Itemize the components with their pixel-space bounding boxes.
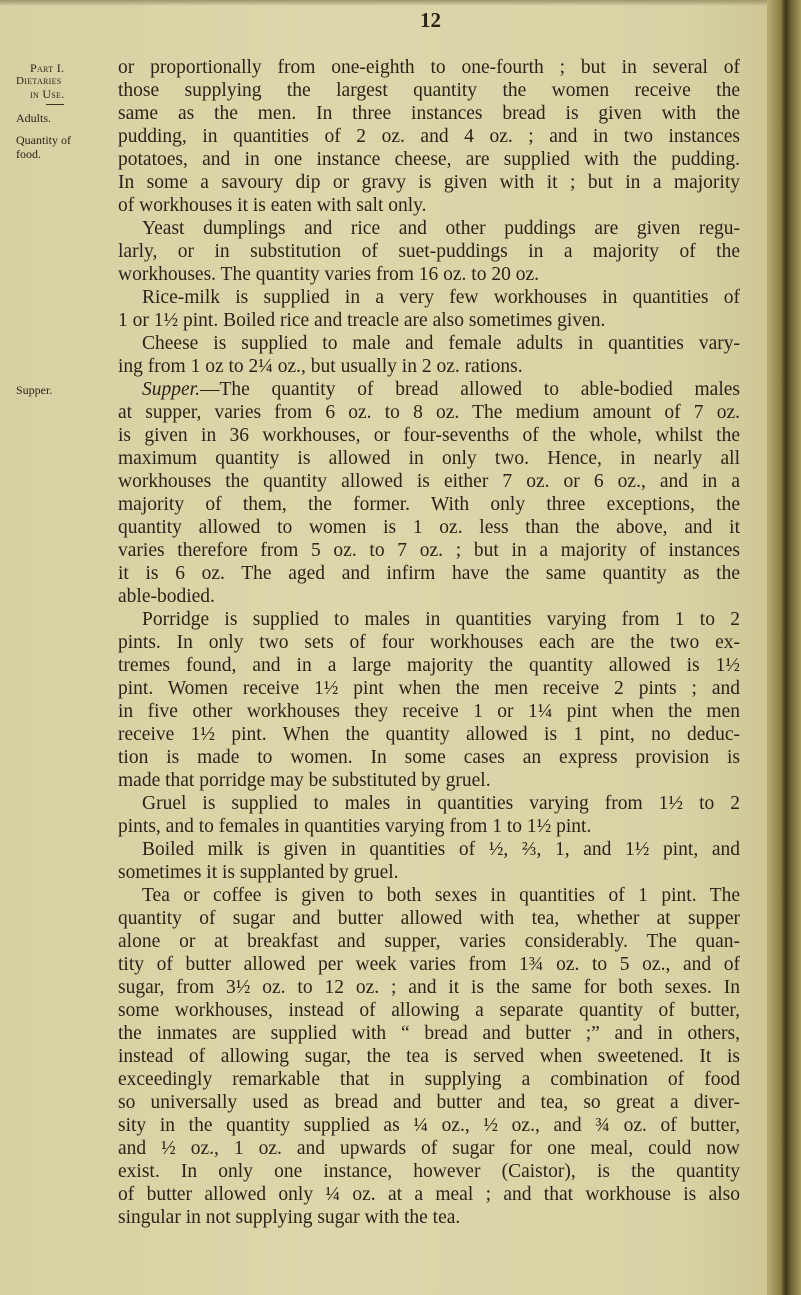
text-line <box>118 677 740 700</box>
text-line <box>118 907 740 930</box>
text-line <box>118 79 740 102</box>
margin-note-in-use: in Use. <box>30 87 65 101</box>
text-line-content: varies therefore from 5 oz. to 7 oz. ; but in a majority of instances <box>118 540 740 561</box>
text-line <box>118 654 740 677</box>
text-line <box>118 792 740 815</box>
text-line <box>118 516 740 539</box>
text-line-content: potatoes, and in one instance cheese, are supplied with the pudding. <box>118 149 740 170</box>
text-line <box>118 1068 740 1091</box>
text-line <box>118 148 740 171</box>
text-line-content: larly, or in substitution of suet-puddings in a majority of the <box>118 241 740 262</box>
text-line-content: Porridge is supplied to males in quantities varying from 1 to 2 <box>142 609 740 630</box>
text-line <box>118 861 740 884</box>
text-line-content: alone or at breakfast and supper, varies considerably. The quan- <box>118 931 740 952</box>
text-line-content: sity in the quantity supplied as ¼ oz., ½ oz., and ¾ oz. of butter, <box>118 1115 740 1136</box>
text-line <box>118 424 740 447</box>
text-line-content: tion is made to women. In some cases an express provision is <box>118 747 740 768</box>
text-line-content: of butter allowed only ¼ oz. at a meal ; and that workhouse is also <box>118 1184 740 1205</box>
text-line <box>118 378 740 401</box>
text-line <box>118 470 740 493</box>
text-line-content: is given in 36 workhouses, or four-sevenths of the whole, whilst the <box>118 425 740 446</box>
text-line <box>118 953 740 976</box>
text-line <box>118 585 740 608</box>
text-line-content: pints, and to females in quantities varying from 1 to 1½ pint. <box>118 816 592 837</box>
body-text <box>118 56 740 1229</box>
text-line-content: sugar, from 3½ oz. to 12 oz. ; and it is the same for both sexes. In <box>118 977 740 998</box>
text-line <box>118 309 740 332</box>
text-line-content: 1 or 1½ pint. Boiled rice and treacle are also sometimes given. <box>118 310 606 331</box>
text-line <box>118 1160 740 1183</box>
text-line-content: Gruel is supplied to males in quantities varying from 1½ to 2 <box>142 793 740 814</box>
text-line-content: those supplying the largest quantity the women receive the <box>118 80 740 101</box>
text-line <box>118 1137 740 1160</box>
text-line-content: exist. In only one instance, however (Caistor), is the quantity <box>118 1161 740 1182</box>
text-line-content: quantity of sugar and butter allowed with tea, whether at supper <box>118 908 740 929</box>
margin-note-part: Part I. <box>30 61 65 75</box>
text-line <box>118 608 740 631</box>
text-line <box>118 401 740 424</box>
text-line <box>118 884 740 907</box>
text-line-content: Cheese is supplied to male and female adults in quantities vary- <box>142 333 740 354</box>
text-line-content: some workhouses, instead of allowing a separate quantity of butter, <box>118 1000 740 1021</box>
text-line <box>118 838 740 861</box>
text-line <box>118 930 740 953</box>
margin-note-quantity-of: Quantity of <box>16 133 71 147</box>
text-line <box>118 1091 740 1114</box>
text-line-content: majority of them, the former. With only three exceptions, the <box>118 494 740 515</box>
text-line-content: made that porridge may be substituted by gruel. <box>118 770 491 791</box>
text-line-content: quantity allowed to women is 1 oz. less than the above, and it <box>118 517 740 538</box>
text-line-content: the inmates are supplied with “ bread and butter ;” and in others, <box>118 1023 740 1044</box>
text-line <box>118 447 740 470</box>
text-line-content: exceedingly remarkable that in supplying a combination of food <box>118 1069 740 1090</box>
page-top-shadow <box>0 0 801 6</box>
text-line-content: Tea or coffee is given to both sexes in quantities of 1 pint. The <box>142 885 740 906</box>
text-line <box>118 171 740 194</box>
text-line <box>118 493 740 516</box>
text-line-content: and ½ oz., 1 oz. and upwards of sugar for one meal, could now <box>118 1138 740 1159</box>
text-line-content: —The quantity of bread allowed to able-bodied males <box>199 379 740 400</box>
text-line <box>118 700 740 723</box>
text-line <box>118 1183 740 1206</box>
text-line-content: Yeast dumplings and rice and other puddings are given regu- <box>142 218 740 239</box>
text-line <box>118 217 740 240</box>
text-line-content: singular in not supplying sugar with the tea. <box>118 1207 461 1228</box>
text-line-content: able-bodied. <box>118 586 215 607</box>
margin-divider <box>46 104 64 105</box>
text-line <box>118 562 740 585</box>
margin-note-adults: Adults. <box>16 111 52 125</box>
text-line-content: of workhouses it is eaten with salt only. <box>118 195 427 216</box>
text-line <box>118 240 740 263</box>
text-line <box>118 723 740 746</box>
text-line-content: same as the men. In three instances bread is given with the <box>118 103 740 124</box>
text-line-content: or proportionally from one-eighth to one-fourth ; but in several of <box>118 57 740 78</box>
text-line-content: tity of butter allowed per week varies from 1¾ oz. to 5 oz., and of <box>118 954 740 975</box>
text-line <box>118 539 740 562</box>
text-line-content: Rice-milk is supplied in a very few workhouses in quantities of <box>142 287 740 308</box>
section-heading-supper: Supper. <box>142 379 200 400</box>
text-line <box>118 355 740 378</box>
text-line-content: sometimes it is supplanted by gruel. <box>118 862 399 883</box>
margin-note-food: food. <box>16 147 41 161</box>
text-line <box>118 1045 740 1068</box>
text-line-content: Boiled milk is given in quantities of ½, ⅔, 1, and 1½ pint, and <box>142 839 740 860</box>
text-line-content: workhouses the quantity allowed is either 7 oz. or 6 oz., and in a <box>118 471 740 492</box>
text-line-content: pints. In only two sets of four workhouses each are the two ex- <box>118 632 740 653</box>
text-line <box>118 1022 740 1045</box>
text-line <box>118 1206 740 1229</box>
margin-note-dietaries: Dietaries <box>16 75 62 87</box>
text-line-content: pint. Women receive 1½ pint when the men receive 2 pints ; and <box>118 678 740 699</box>
text-line <box>118 263 740 286</box>
text-line <box>118 102 740 125</box>
text-line <box>118 125 740 148</box>
text-line-content: workhouses. The quantity varies from 16 oz. to 20 oz. <box>118 264 539 285</box>
text-line-content: pudding, in quantities of 2 oz. and 4 oz. ; and in two instances <box>118 126 740 147</box>
text-line-content: tremes found, and in a large majority the quantity allowed is 1½ <box>118 655 740 676</box>
text-line <box>118 286 740 309</box>
text-line <box>118 769 740 792</box>
text-line <box>118 56 740 79</box>
text-line <box>118 815 740 838</box>
text-line <box>118 631 740 654</box>
text-line <box>118 332 740 355</box>
text-line <box>118 999 740 1022</box>
text-line-content: In some a savoury dip or gravy is given with it ; but in a majority <box>118 172 740 193</box>
text-line-content: maximum quantity is allowed in only two. Hence, in nearly all <box>118 448 740 469</box>
text-line <box>118 1114 740 1137</box>
text-line-content: so universally used as bread and butter and tea, so great a diver- <box>118 1092 740 1113</box>
book-binding-edge <box>767 0 801 1295</box>
text-line-content: receive 1½ pint. When the quantity allowed is 1 pint, no deduc- <box>118 724 740 745</box>
text-line-content: at supper, varies from 6 oz. to 8 oz. The medium amount of 7 oz. <box>118 402 740 423</box>
text-line <box>118 746 740 769</box>
text-line-content: it is 6 oz. The aged and infirm have the same quantity as the <box>118 563 740 584</box>
text-line-content: ing from 1 oz to 2¼ oz., but usually in 2 oz. rations. <box>118 356 523 377</box>
text-line <box>118 194 740 217</box>
margin-note-supper: Supper. <box>16 383 53 397</box>
page-number: 12 <box>420 8 441 32</box>
text-line <box>118 976 740 999</box>
text-line-content: in five other workhouses they receive 1 or 1¼ pint when the men <box>118 701 740 722</box>
text-line-content: instead of allowing sugar, the tea is served when sweetened. It is <box>118 1046 740 1067</box>
